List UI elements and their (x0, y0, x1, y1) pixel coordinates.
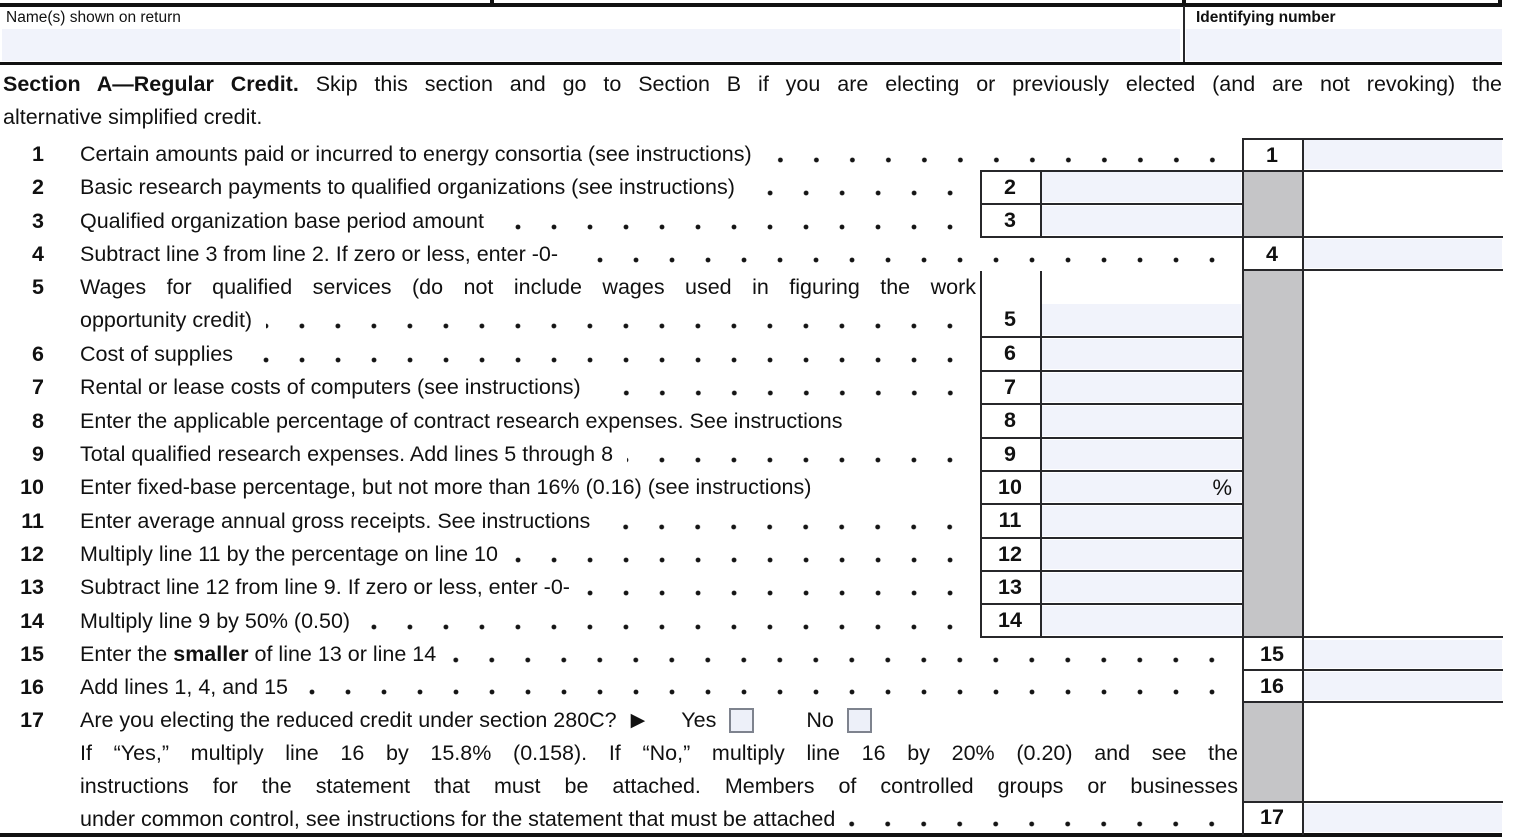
line-14-number: 14 (20, 608, 44, 633)
line-6-number: 6 (32, 341, 44, 366)
line-16-label: Add lines 1, 4, and 15 (80, 674, 288, 699)
line-13-row (0, 571, 976, 604)
line-6-row (0, 337, 976, 371)
grid-line (1242, 701, 1503, 703)
line-14-label: Multiply line 9 by 50% (0.50) (80, 608, 351, 633)
line-2-box-number: 2 (1004, 175, 1016, 199)
dot-leader (364, 604, 970, 638)
line-17-box-number: 17 (1260, 805, 1284, 829)
line-4-box-number: 4 (1266, 242, 1278, 266)
grid-line (980, 470, 1242, 472)
grid-line (980, 503, 1242, 505)
line-12-number: 12 (20, 542, 44, 566)
pointer-arrow-icon: ▶ (630, 709, 646, 731)
line-6-box-number: 6 (1004, 341, 1016, 365)
line-1-label: Certain amounts paid or incurred to energy consortia (see instructions) (80, 142, 752, 166)
shaded-column (1244, 171, 1302, 237)
dot-leader (766, 138, 1232, 171)
line-16-box-number: 16 (1260, 674, 1284, 698)
line-7-label: Rental or lease costs of computers (see instructions) (80, 375, 581, 399)
line-7-box-number: 7 (1004, 375, 1016, 399)
dot-leader (512, 538, 970, 571)
line-10-amount-field[interactable] (1042, 473, 1241, 502)
grid-line (1242, 801, 1503, 803)
line-15-box-number: 15 (1260, 642, 1284, 666)
dot-leader (849, 803, 1232, 835)
line-9-amount-field[interactable] (1042, 440, 1241, 469)
line-9-row (0, 438, 976, 471)
line-5-label-line2: opportunity credit) (80, 308, 253, 332)
line-5-amount-field[interactable] (1042, 304, 1241, 335)
line-5-label-line1: Wages for qualified services (do not include wages used in figuring the work (80, 275, 976, 299)
line-15-label: Enter the smaller of line 13 or line 14 (80, 642, 437, 666)
line-1-row (0, 138, 1238, 171)
line-8-amount-field[interactable] (1042, 406, 1241, 436)
line-16-amount-field[interactable] (1304, 672, 1502, 700)
name-label: Name(s) shown on return (6, 9, 181, 26)
line-13-number: 13 (20, 575, 44, 599)
line-11-label: Enter average annual gross receipts. See instructions (80, 508, 591, 533)
no-label: No (806, 707, 834, 732)
line-10-label: Enter fixed-base percentage, but not more than 16% (0.16) (see instructions) (80, 475, 812, 499)
line-2-amount-field[interactable] (1042, 172, 1241, 202)
line-3-number: 3 (32, 208, 44, 233)
line-12-label: Multiply line 11 by the percentage on line 10 (80, 542, 498, 566)
identifying-number-label: Identifying number (1196, 9, 1336, 26)
dot-leader (266, 304, 970, 337)
line-8-box-number: 8 (1004, 408, 1016, 432)
no-checkbox[interactable] (847, 708, 872, 733)
line-17-paragraph-line2: instructions for the statement that must be attached. Members of controlled groups or businesses (80, 774, 1238, 798)
line-17-question: Are you electing the reduced credit under section 280C? (80, 707, 617, 732)
grid-line (980, 336, 1242, 338)
line-9-box-number: 9 (1004, 442, 1016, 466)
section-a-description-line2: alternative simplified credit. (3, 105, 263, 129)
line-5-row (0, 271, 976, 304)
line-7-row (0, 371, 976, 404)
grid-line (980, 370, 1242, 372)
line-10-row (0, 471, 976, 504)
line-15-row (0, 638, 1238, 671)
line-9-number: 9 (32, 442, 44, 466)
line-3-row (0, 204, 976, 238)
dot-leader (749, 171, 970, 204)
line-3-label: Qualified organization base period amount (80, 208, 484, 233)
line-17-paragraph-row1 (0, 737, 1238, 770)
line-5-row-continued (0, 304, 976, 337)
line-5-number: 5 (32, 275, 44, 299)
line-6-label: Cost of supplies (80, 341, 233, 366)
dot-leader (247, 337, 970, 371)
line-13-amount-field[interactable] (1042, 573, 1241, 602)
line-17-amount-field[interactable] (1304, 804, 1502, 832)
header-bottom-border (0, 62, 1502, 65)
line-5-box-number: 5 (1004, 307, 1016, 331)
line-15-number: 15 (20, 642, 44, 666)
dot-leader (498, 204, 970, 238)
grid-line (980, 603, 1242, 605)
identifying-number-field[interactable] (1186, 29, 1502, 61)
line-17-paragraph-row3 (0, 803, 1238, 835)
line-2-label: Basic research payments to qualified organizations (see instructions) (80, 175, 735, 199)
line-14-row (0, 604, 976, 638)
line-4-row (0, 238, 1238, 271)
dot-leader (302, 671, 1232, 703)
line-16-row (0, 671, 1238, 703)
line-4-amount-field[interactable] (1304, 239, 1502, 268)
line-8-number: 8 (32, 408, 44, 433)
grid-line (980, 570, 1242, 572)
dot-leader (627, 438, 970, 471)
line-10-number: 10 (20, 475, 44, 499)
section-a-title: Section A—Regular Credit. (3, 72, 299, 96)
line-11-amount-field[interactable] (1042, 506, 1241, 536)
percent-symbol: % (1212, 474, 1232, 500)
line-14-amount-field[interactable] (1042, 606, 1241, 635)
dot-leader (572, 238, 1232, 271)
line-14-box-number: 14 (998, 608, 1022, 632)
line-4-label: Subtract line 3 from line 2. If zero or less, enter -0- (80, 242, 558, 266)
line-1-box-number: 1 (1266, 143, 1278, 167)
top-border (0, 3, 1502, 7)
section-a-description: Skip this section and go to Section B if you are electing or previously elected (and are not revoking) the (315, 72, 1503, 96)
line-12-amount-field[interactable] (1042, 540, 1241, 569)
grid-line (980, 403, 1242, 405)
line-3-box-number: 3 (1004, 208, 1016, 232)
line-2-row (0, 171, 976, 204)
line-9-label: Total qualified research expenses. Add lines 5 through 8 (80, 442, 614, 466)
line-6-amount-field[interactable] (1042, 339, 1241, 369)
line-8-row (0, 404, 976, 438)
line-17-paragraph-row2 (0, 770, 1238, 803)
shaded-column (1244, 703, 1302, 801)
dot-leader (450, 638, 1232, 671)
line-17-number: 17 (20, 707, 44, 732)
line-17-paragraph-line1: If “Yes,” multiply line 16 by 15.8% (0.158). If “No,” multiply line 16 by 20% (0.20) and see the (80, 741, 1238, 765)
line-15-amount-field[interactable] (1304, 640, 1502, 668)
line-7-amount-field[interactable] (1042, 373, 1241, 402)
line-8-label: Enter the applicable percentage of contract research expenses. See instructions (80, 408, 843, 433)
line-1-number: 1 (32, 142, 44, 166)
shaded-column (1244, 271, 1302, 636)
grid-line (1242, 669, 1503, 671)
line-10-box-number: 10 (998, 475, 1022, 499)
line-4-number: 4 (32, 242, 44, 266)
line-17-row (0, 703, 980, 737)
grid-line (980, 437, 1242, 439)
grid-line (980, 537, 1242, 539)
line-11-box-number: 11 (998, 508, 1022, 532)
line-1-amount-field[interactable] (1304, 140, 1502, 169)
line-11-number: 11 (21, 508, 44, 533)
line-17-paragraph-line3: under common control, see instructions for the statement that must be attached (80, 806, 836, 831)
yes-checkbox[interactable] (729, 708, 754, 733)
line-13-label: Subtract line 12 from line 9. If zero or less, enter -0- (80, 575, 570, 599)
line-16-number: 16 (20, 674, 44, 699)
section-a-heading (3, 72, 1502, 97)
grid-line (1242, 269, 1503, 271)
line-12-row (0, 538, 976, 571)
line-13-box-number: 13 (998, 575, 1022, 599)
dot-leader (584, 571, 970, 604)
header-divider (1183, 6, 1185, 63)
line-7-number: 7 (32, 375, 44, 399)
dot-leader (595, 371, 970, 404)
dot-leader (604, 504, 970, 538)
line-2-number: 2 (32, 175, 44, 199)
line-11-row (0, 504, 976, 538)
grid-line (980, 203, 1242, 205)
name-field[interactable] (2, 29, 1180, 61)
yes-label: Yes (681, 707, 717, 732)
line-12-box-number: 12 (998, 542, 1022, 566)
line-3-amount-field[interactable] (1042, 206, 1241, 235)
